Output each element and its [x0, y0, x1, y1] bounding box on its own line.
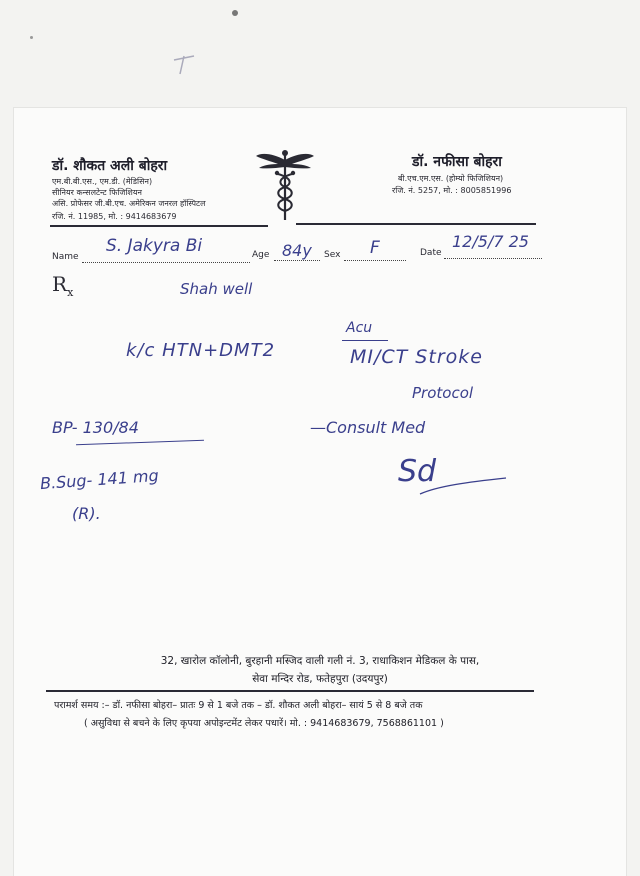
rx-subscript: x	[67, 286, 74, 299]
prescription-sheet	[14, 108, 626, 876]
stray-dot	[30, 36, 33, 39]
age-dotted-line	[274, 260, 320, 261]
right-doctor-registration: रजि. नं. 5257, मो. : 8005851996	[392, 186, 512, 195]
stray-dot	[232, 10, 238, 16]
right-doctor-qualification: बी.एच.एम.एस. (होम्यो फिजिशियन)	[398, 174, 504, 183]
rx-letter: R	[52, 272, 68, 296]
header-rule-left	[50, 225, 268, 227]
note-line5: BP- 130/84	[52, 418, 139, 437]
name-dotted-line	[82, 262, 250, 263]
left-doctor-title: सीनियर कन्सलटेन्ट फिजिशियन	[52, 188, 142, 197]
age-label: Age	[252, 250, 270, 260]
doctor-signature	[398, 454, 436, 489]
stray-pen-mark	[170, 48, 200, 78]
note-line3a: Acu	[346, 320, 373, 336]
age-value: 84y	[282, 241, 312, 260]
note-line1: Shah well	[180, 280, 253, 298]
sex-dotted-line	[344, 260, 406, 261]
right-doctor-name: डॉ. नफीसा बोहरा	[412, 154, 502, 170]
note-line3b: MI/CT Stroke	[350, 346, 483, 368]
header-rule-right	[296, 223, 536, 225]
footer-rule	[46, 690, 534, 692]
note-underline-acu	[342, 340, 388, 341]
appointment-note: ( असुविधा से बचने के लिए कृपया अपोइन्टमेंट लेकर पधारें। मो. : 9414683679, 7568861101 )	[84, 718, 444, 729]
rx-symbol	[52, 272, 73, 299]
left-doctor-qualification: एम.बी.बी.एस., एम.डी. (मेडिसिन)	[52, 177, 153, 186]
date-value: 12/5/7 25	[452, 232, 529, 251]
note-line2: k/c HTN+DMT2	[126, 340, 276, 361]
left-doctor-name: डॉ. शौकत अली बोहरा	[52, 158, 168, 174]
name-value: S. Jakyra Bi	[106, 236, 203, 256]
caduceus-icon	[254, 148, 316, 222]
sex-value: F	[370, 238, 380, 258]
sex-label: Sex	[324, 250, 341, 260]
consultation-timings: परामर्श समय :– डॉ. नफीसा बोहरा– प्रातः 9 से 1 बजे तक – डॉ. शौकत अली बोहरा– सायं 5 से 8 बजे तक	[54, 700, 423, 711]
note-line4: Protocol	[412, 384, 474, 402]
note-line6: —Consult Med	[310, 418, 426, 437]
date-dotted-line	[444, 258, 542, 259]
note-line8: (R).	[72, 504, 101, 523]
date-label: Date	[420, 248, 442, 258]
left-doctor-affiliation: असि. प्रोफेसर जी.बी.एच. अमेरिकन जनरल हॉस्पिटल	[52, 199, 206, 208]
left-doctor-registration: रजि. नं. 11985, मो. : 9414683679	[52, 212, 177, 221]
name-label: Name	[52, 252, 79, 262]
signature-flourish	[418, 472, 508, 502]
note-line7: B.Sug- 141 mg	[39, 465, 160, 494]
note-underline-bp	[76, 440, 204, 445]
clinic-address-line2: सेवा मन्दिर रोड, फतेहपुरा (उदयपुर)	[252, 673, 388, 685]
clinic-address-line1: 32, खारोल कॉलोनी, बुरहानी मस्जिद वाली गली नं. 3, राधाकिशन मेडिकल के पास,	[160, 655, 480, 667]
signature-text: Sd	[398, 454, 437, 489]
